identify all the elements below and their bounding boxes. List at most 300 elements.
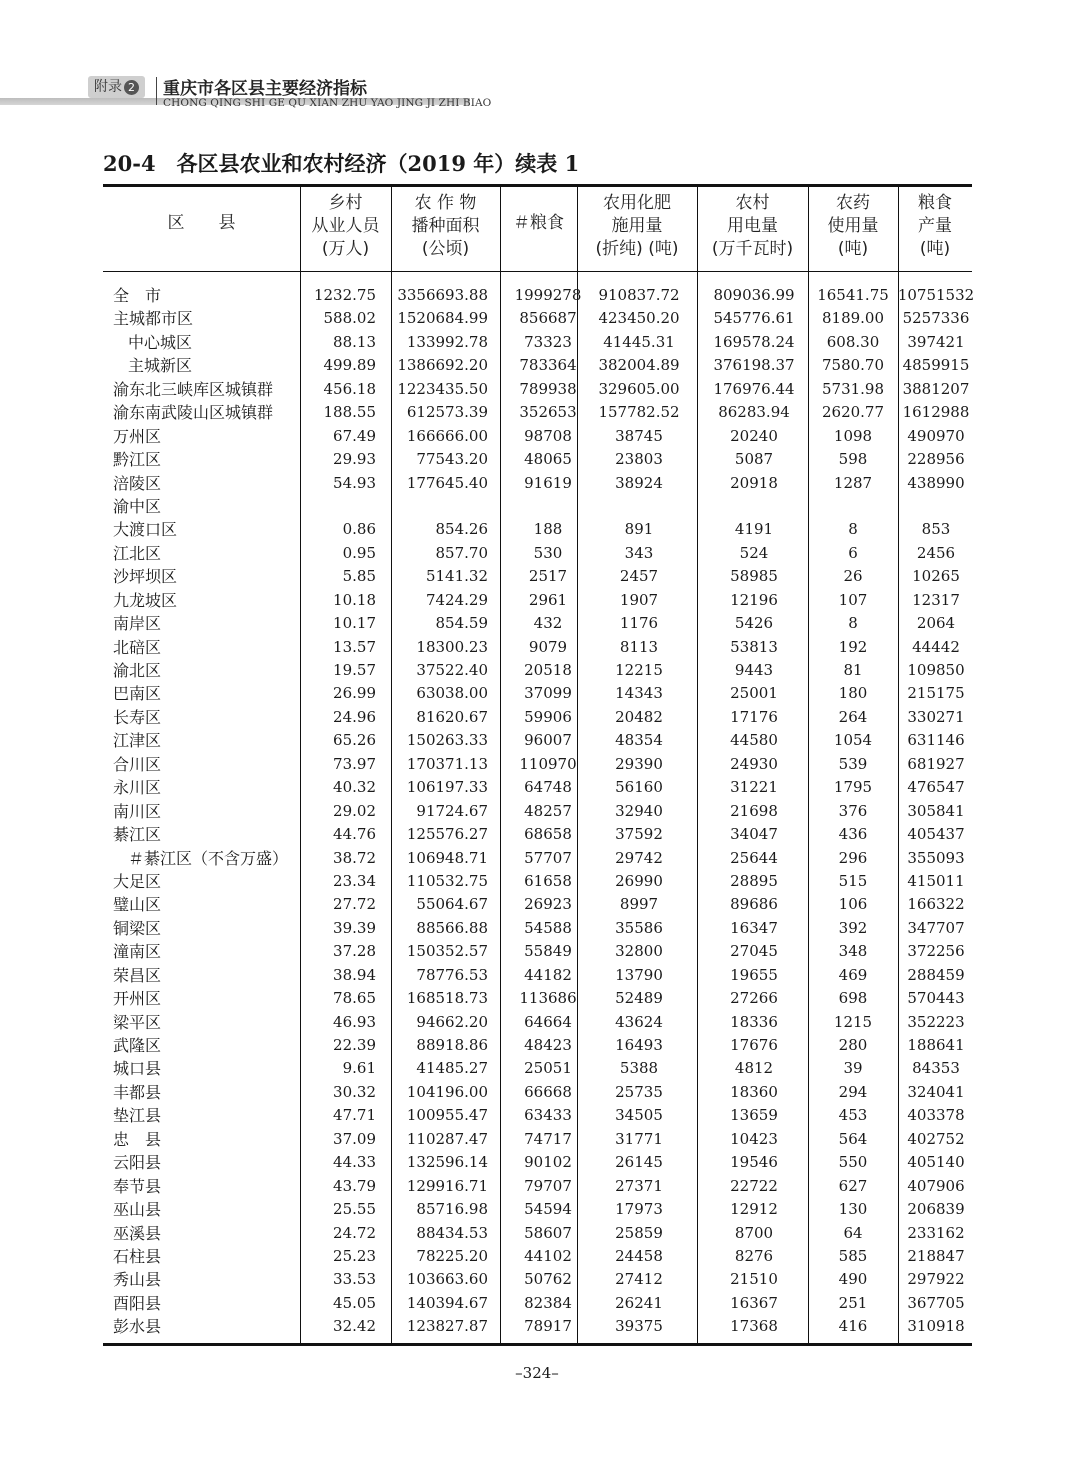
row-region-name: 秀山县: [113, 1270, 162, 1290]
table-row: [103, 1011, 972, 1034]
row-region-name: 长寿区: [113, 707, 162, 727]
table-cell: 9443: [734, 661, 774, 679]
row-region-name: 巴南区: [113, 684, 162, 704]
table-cell: 31771: [615, 1129, 663, 1148]
table-cell: 25.23: [333, 1246, 376, 1265]
table-cell: 403378: [907, 1106, 965, 1125]
table-cell: 129916.71: [406, 1176, 488, 1195]
table-cell: 5141.32: [425, 567, 488, 586]
row-region-name: 巫山县: [113, 1200, 162, 1220]
table-cell: 469: [838, 965, 868, 984]
table-cell: 9079: [528, 637, 568, 656]
table-cell: 59906: [524, 707, 572, 726]
table-cell: 168518.73: [406, 989, 488, 1008]
table-cell: 367705: [907, 1293, 965, 1312]
table-cell: 78917: [524, 1317, 572, 1336]
table-cell: 37522.40: [416, 661, 488, 679]
table-cell: 26: [843, 567, 863, 586]
table-cell: 74717: [524, 1129, 572, 1148]
column-header-line: (折纯) (吨): [595, 239, 679, 259]
table-cell: 113686: [519, 989, 577, 1008]
table-row: [103, 307, 972, 330]
table-cell: 2517: [528, 567, 568, 586]
column-header: [300, 192, 391, 261]
column-header: [577, 192, 697, 261]
table-row: [103, 1104, 972, 1127]
table-cell: 177645.40: [406, 473, 488, 492]
table-cell: 405140: [907, 1153, 965, 1172]
table-row: [103, 893, 972, 916]
table-cell: 32.42: [333, 1317, 376, 1336]
table-cell: 12215: [615, 661, 663, 679]
table-cell: 109850: [907, 661, 965, 679]
table-cell: 19546: [730, 1153, 778, 1172]
table-cell: 91619: [524, 473, 572, 492]
table-cell: 355093: [907, 848, 965, 867]
table-cell: 19.57: [333, 661, 376, 679]
table-cell: 56160: [615, 778, 663, 797]
table-row: [103, 729, 972, 752]
table-cell: 570443: [907, 989, 965, 1008]
table-cell: 39.39: [333, 918, 376, 937]
table-cell: 55064.67: [416, 895, 488, 914]
table-cell: 8: [848, 614, 858, 633]
table-cell: 25001: [730, 684, 778, 703]
table-cell: 41485.27: [416, 1059, 488, 1078]
table-cell: 18360: [730, 1082, 778, 1101]
table-cell: 20482: [615, 707, 663, 726]
table-cell: 1386692.20: [397, 356, 488, 375]
table-cell: 280: [838, 1036, 868, 1054]
table-cell: 12196: [730, 590, 778, 609]
table-cell: 133992.78: [406, 332, 488, 351]
table-cell: 853: [921, 520, 951, 539]
table-cell: 82384: [524, 1293, 572, 1312]
row-region-name: 巫溪县: [113, 1223, 162, 1243]
table-cell: 30.32: [333, 1082, 376, 1101]
table-cell: 48257: [524, 801, 572, 820]
table-cell: 29390: [615, 754, 663, 773]
column-header-line: (吨): [837, 239, 869, 259]
table-cell: 3356693.88: [397, 286, 488, 304]
table-row: [103, 1175, 972, 1198]
table-cell: 524: [739, 543, 769, 562]
row-region-name: 大渡口区: [113, 520, 178, 540]
table-cell: 2620.77: [821, 403, 885, 422]
table-cell: 1287: [833, 473, 873, 492]
table-cell: 25051: [524, 1059, 572, 1078]
table-cell: 4859915: [902, 356, 970, 375]
table-row: [103, 1057, 972, 1080]
table-cell: 47.71: [333, 1106, 376, 1125]
table-cell: 20918: [730, 473, 778, 492]
table-cell: 17676: [730, 1036, 778, 1054]
table-cell: 681927: [907, 754, 965, 773]
table-cell: 88566.88: [416, 918, 488, 937]
table-cell: 456.18: [323, 379, 376, 398]
table-cell: 39375: [615, 1317, 663, 1336]
table-cell: 8: [848, 520, 858, 539]
table-cell: 79707: [524, 1176, 572, 1195]
table-cell: 103663.60: [406, 1270, 488, 1289]
table-top-rule: [103, 184, 972, 187]
table-cell: 288459: [907, 965, 965, 984]
table-cell: 25644: [730, 848, 778, 867]
table-cell: 1999278: [514, 286, 582, 304]
table-cell: 297922: [907, 1270, 965, 1289]
table-cell: 43.79: [333, 1176, 376, 1195]
table-cell: 233162: [907, 1223, 965, 1242]
table-row: [103, 448, 972, 471]
row-region-name: 彭水县: [113, 1317, 162, 1337]
table-cell: 490: [838, 1270, 868, 1289]
table-cell: 8189.00: [821, 309, 885, 328]
table-cell: 206839: [907, 1200, 965, 1219]
table-cell: 46.93: [333, 1012, 376, 1031]
row-region-name: 渝东南武陵山区城镇群: [113, 403, 274, 423]
table-cell: 343: [624, 543, 654, 562]
table-cell: 407906: [907, 1176, 965, 1195]
table-cell: 140394.67: [406, 1293, 488, 1312]
table-row: [103, 917, 972, 940]
table-cell: 104196.00: [406, 1082, 488, 1101]
row-region-name: 主城新区: [128, 356, 193, 376]
table-row: [103, 472, 972, 495]
table-cell: 627: [838, 1176, 868, 1195]
table-cell: 24.96: [333, 707, 376, 726]
column-header-line: (吨): [919, 239, 951, 259]
table-cell: 10.18: [333, 590, 376, 609]
table-cell: 5388: [619, 1059, 659, 1078]
table-cell: 192: [838, 637, 868, 656]
table-cell: 150352.57: [406, 942, 488, 961]
table-cell: 78225.20: [416, 1246, 488, 1265]
row-region-name: 石柱县: [113, 1246, 162, 1266]
column-header-line: (万人): [321, 239, 370, 259]
table-cell: 1795: [833, 778, 873, 797]
table-cell: 397421: [907, 332, 965, 351]
table-cell: 132596.14: [406, 1153, 488, 1172]
row-region-name: 渝东北三峡库区城镇群: [113, 379, 274, 399]
header-title-en: CHONG QING SHI GE QU XIAN ZHU YAO JING JI ZHI BIAO: [163, 97, 492, 109]
table-cell: 416: [838, 1317, 868, 1336]
table-cell: 81620.67: [416, 707, 488, 726]
header-separator: [156, 77, 157, 105]
row-region-name: 丰都县: [113, 1082, 162, 1102]
table-cell: 8276: [734, 1246, 774, 1265]
table-cell: 106197.33: [406, 778, 488, 797]
table-cell: 26241: [615, 1293, 663, 1312]
table-cell: 68658: [524, 825, 572, 844]
table-row: [103, 636, 972, 659]
table-cell: 5087: [734, 450, 774, 469]
table-cell: 16367: [730, 1293, 778, 1312]
table-cell: 81: [843, 661, 863, 679]
table-cell: 169578.24: [713, 332, 795, 351]
table-cell: 34505: [615, 1106, 663, 1125]
table-cell: 0.95: [342, 543, 376, 562]
table-cell: 891: [624, 520, 654, 539]
column-header: [808, 192, 898, 261]
table-cell: 294: [838, 1082, 868, 1101]
table-cell: 405437: [907, 825, 965, 844]
table-row: [103, 1034, 972, 1057]
table-cell: 89686: [730, 895, 778, 914]
table-cell: 16347: [730, 918, 778, 937]
table-cell: 7424.29: [425, 590, 488, 609]
row-region-name: 武隆区: [113, 1036, 162, 1055]
table-cell: 432: [533, 614, 563, 633]
table-cell: 2064: [916, 614, 956, 633]
table-row: [103, 1268, 972, 1291]
table-cell: 48065: [524, 450, 572, 469]
table-cell: 63038.00: [416, 684, 488, 703]
table-cell: 296: [838, 848, 868, 867]
table-cell: 44442: [912, 637, 960, 656]
row-region-name: 北碚区: [113, 637, 162, 657]
table-cell: 22722: [730, 1176, 778, 1195]
table-cell: 4812: [734, 1059, 774, 1078]
table-cell: 24.72: [333, 1223, 376, 1242]
column-header: [391, 192, 500, 261]
table-cell: 26990: [615, 871, 663, 890]
table-cell: 24930: [730, 754, 778, 773]
table-row: [103, 753, 972, 776]
row-region-name: 铜梁区: [113, 918, 162, 938]
table-cell: 564: [838, 1129, 868, 1148]
column-header-line: (万千瓦时): [711, 239, 794, 259]
table-cell: 53813: [730, 637, 778, 656]
table-cell: 436: [838, 825, 868, 844]
table-cell: 376198.37: [713, 356, 795, 375]
table-cell: 29742: [615, 848, 663, 867]
row-region-name: 南川区: [113, 801, 162, 821]
table-cell: 91724.67: [416, 801, 488, 820]
table-header-rule: [103, 271, 972, 272]
table-cell: 809036.99: [713, 286, 795, 304]
table-cell: 588.02: [323, 309, 376, 328]
column-header-line: 农村: [735, 193, 770, 213]
row-region-name: 中心城区: [128, 332, 193, 352]
column-header: [898, 192, 972, 261]
table-cell: 125576.27: [406, 825, 488, 844]
row-region-name: 忠 县: [113, 1129, 162, 1149]
table-cell: 130: [838, 1200, 868, 1219]
table-row: [103, 495, 972, 518]
table-cell: 110287.47: [406, 1129, 488, 1148]
table-cell: 1223435.50: [397, 379, 488, 398]
table-cell: 27371: [615, 1176, 663, 1195]
table-row: [103, 284, 975, 307]
table-cell: 48423: [524, 1036, 572, 1054]
table-cell: 13790: [615, 965, 663, 984]
table-cell: 854.26: [435, 520, 488, 539]
column-header-line: 农 作 物: [414, 193, 477, 213]
table-cell: 25859: [615, 1223, 663, 1242]
table-row: [103, 401, 972, 424]
table-cell: 66668: [524, 1082, 572, 1101]
row-region-name: 渝北区: [113, 661, 162, 680]
table-cell: 305841: [907, 801, 965, 820]
table-row: [103, 1081, 972, 1104]
table-cell: 347707: [907, 918, 965, 937]
table-cell: 910837.72: [598, 286, 680, 304]
table-cell: 2961: [528, 590, 568, 609]
table-cell: 530: [533, 543, 563, 562]
table-row: [103, 518, 972, 541]
table-cell: 64664: [524, 1012, 572, 1031]
table-cell: 176976.44: [713, 379, 795, 398]
table-cell: 88918.86: [416, 1036, 488, 1054]
table-cell: 73323: [524, 332, 572, 351]
table-row: [103, 1245, 972, 1268]
row-region-name: 綦江区: [113, 825, 162, 845]
row-region-name: 璧山区: [113, 895, 162, 915]
table-bottom-rule: [103, 1343, 972, 1346]
table-cell: 32940: [615, 801, 663, 820]
table-title: 20-4 各区县农业和农村经济（2019 年）续表 1: [103, 151, 580, 176]
table-row: [103, 1128, 972, 1151]
row-region-name: 渝中区: [113, 496, 162, 516]
table-cell: 17973: [615, 1200, 663, 1219]
table-cell: 96007: [524, 731, 572, 750]
table-cell: 8113: [619, 637, 659, 656]
row-region-name: 城口县: [113, 1059, 162, 1079]
row-region-name: 潼南区: [113, 942, 162, 962]
table-cell: 14343: [615, 684, 663, 703]
table-cell: 612573.39: [406, 403, 488, 422]
table-cell: 67.49: [333, 426, 376, 445]
table-cell: 58985: [730, 567, 778, 586]
table-cell: 1520684.99: [397, 309, 488, 328]
table-row: [103, 1292, 972, 1315]
table-cell: 35586: [615, 918, 663, 937]
table-cell: 783364: [519, 356, 577, 375]
table-cell: 1054: [833, 731, 873, 750]
table-row: [103, 987, 972, 1010]
table-cell: 57707: [524, 848, 572, 867]
table-cell: 476547: [907, 778, 965, 797]
table-cell: 84353: [912, 1059, 960, 1078]
table-cell: 38745: [615, 426, 663, 445]
table-cell: 2457: [619, 567, 659, 586]
table-cell: 44580: [730, 731, 778, 750]
table-cell: 40.32: [333, 778, 376, 797]
row-region-name: 沙坪坝区: [113, 567, 178, 587]
table-row: [103, 847, 972, 870]
column-header-line: 区 县: [167, 213, 236, 233]
table-cell: 402752: [907, 1129, 965, 1148]
table-row: [103, 1315, 972, 1338]
table-row: [103, 378, 972, 401]
table-cell: 123827.87: [406, 1317, 488, 1336]
row-region-name: 荣昌区: [113, 965, 162, 985]
row-region-name: 奉节县: [113, 1176, 162, 1196]
table-cell: 415011: [907, 871, 965, 890]
table-cell: 376: [838, 801, 868, 820]
table-row: [103, 1151, 972, 1174]
table-row: [103, 1198, 972, 1221]
table-cell: 8700: [734, 1223, 774, 1242]
table-cell: 188641: [907, 1036, 965, 1054]
table-cell: 64748: [524, 778, 572, 797]
table-cell: 19655: [730, 965, 778, 984]
table-cell: 329605.00: [598, 379, 680, 398]
table-cell: 26923: [524, 895, 572, 914]
table-cell: 157782.52: [598, 403, 680, 422]
table-cell: 44182: [524, 965, 572, 984]
table-cell: 73.97: [333, 754, 376, 773]
table-row: [103, 870, 972, 893]
row-region-name: 开州区: [113, 989, 162, 1009]
table-cell: 52489: [615, 989, 663, 1008]
table-cell: 45.05: [333, 1293, 376, 1312]
table-cell: 31221: [730, 778, 778, 797]
table-cell: 20518: [524, 661, 572, 679]
table-cell: 6: [848, 543, 858, 562]
table-cell: 78776.53: [416, 965, 488, 984]
table-cell: 789938: [519, 379, 577, 398]
row-region-name: ＃綦江区（不含万盛）: [128, 848, 289, 868]
table-cell: 539: [838, 754, 868, 773]
table-cell: 23.34: [333, 871, 376, 890]
table-cell: 78.65: [333, 989, 376, 1008]
table-cell: 61658: [524, 871, 572, 890]
table-cell: 188: [533, 520, 563, 539]
table-cell: 44.33: [333, 1153, 376, 1172]
row-region-name: 江北区: [113, 543, 162, 563]
table-cell: 12912: [730, 1200, 778, 1219]
table-row: [103, 823, 972, 846]
table-cell: 20240: [730, 426, 778, 445]
table-cell: 348: [838, 942, 868, 961]
column-header: [103, 212, 300, 235]
table-cell: 5426: [734, 614, 774, 633]
column-header-line: ＃粮食: [513, 213, 564, 233]
table-row: [103, 612, 972, 635]
table-body: [103, 284, 975, 1339]
table-cell: 4191: [734, 520, 774, 539]
column-header-line: (公顷): [421, 239, 470, 259]
table-cell: 98708: [524, 426, 572, 445]
row-region-name: 九龙坡区: [113, 590, 178, 610]
table-cell: 43624: [615, 1012, 663, 1031]
table-cell: 37099: [524, 684, 572, 703]
table-cell: 10751532: [897, 286, 975, 304]
table-cell: 29.93: [333, 450, 376, 469]
column-header-line: 农用化肥: [603, 193, 671, 213]
table-cell: 22.39: [333, 1036, 376, 1054]
table-row: [103, 706, 972, 729]
table-cell: 698: [838, 989, 868, 1008]
table-cell: 10423: [730, 1129, 778, 1148]
row-region-name: 云阳县: [113, 1153, 162, 1173]
table-cell: 25.55: [333, 1200, 376, 1219]
row-region-name: 涪陵区: [113, 473, 162, 493]
table-cell: 352223: [907, 1012, 965, 1031]
header-title-cn: 重庆市各区县主要经济指标: [163, 79, 367, 99]
table-cell: 0.86: [342, 520, 376, 539]
table-row: [103, 565, 972, 588]
table-cell: 44.76: [333, 825, 376, 844]
table-cell: 65.26: [333, 731, 376, 750]
table-cell: 23803: [615, 450, 663, 469]
table-cell: 585: [838, 1246, 868, 1265]
table-cell: 58607: [524, 1223, 572, 1242]
table-cell: 39: [843, 1059, 863, 1078]
table-cell: 26145: [615, 1153, 663, 1172]
table-cell: 166666.00: [406, 426, 488, 445]
